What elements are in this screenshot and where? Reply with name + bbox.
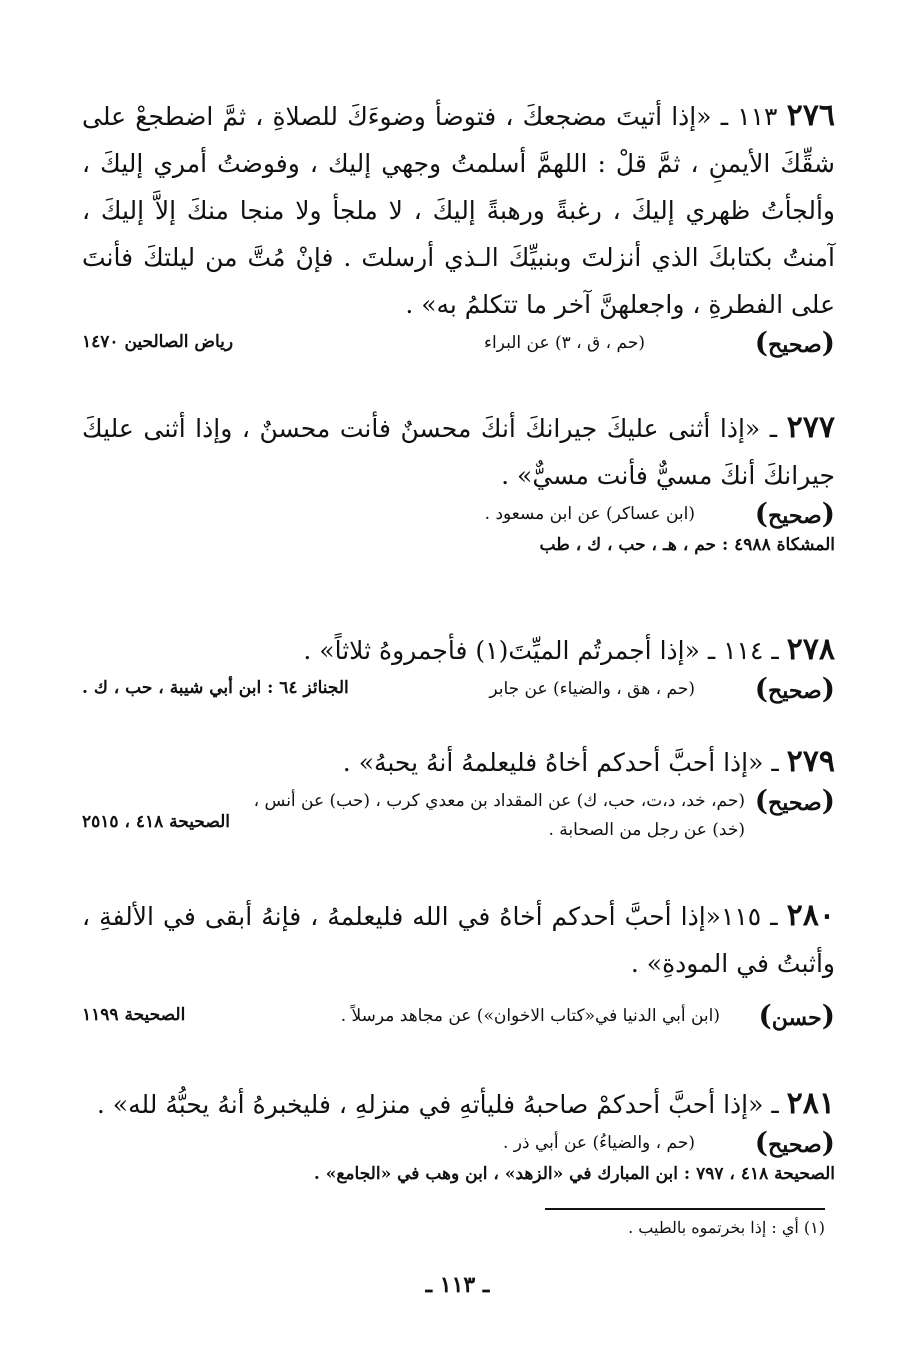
hadith-entry-277 [82, 404, 835, 555]
hadith-number: ٢٧٨ [786, 632, 835, 667]
source-line [82, 499, 835, 533]
hadith-number: ٢٨١ [786, 1086, 835, 1121]
hadith-entry-280 [82, 892, 835, 1035]
grade-badge: (صحيح) [754, 326, 835, 359]
footnote-divider [545, 1208, 825, 1210]
source-text-2: (خد) عن رجل من الصحابة . [548, 820, 745, 840]
hadith-text [82, 1080, 835, 1128]
page-number: ـ ١١٣ ـ [425, 1272, 490, 1298]
hadith-text [82, 892, 835, 987]
grade-badge: (حسن) [758, 999, 835, 1032]
hadith-text [82, 404, 835, 499]
hadith-number: ٢٨٠ [786, 898, 835, 933]
hadith-number: ٢٧٦ [786, 98, 836, 133]
grade-badge: (صحيح) [754, 497, 835, 530]
hadith-body: ـ «إذا أحبَّ أحدكم أخاهُ فليعلمهُ أنهُ يحبهُ» . [342, 748, 779, 777]
hadith-body: ـ «إذا أحبَّ أحدكمْ صاحبهُ فليأتهِ في منزلهِ ، فليخبرهُ أنهُ يحبُّهُ لله» . [96, 1090, 779, 1119]
hadith-text [82, 626, 835, 674]
hadith-body: ـ ١١٥«إذا أحبَّ أحدكم أخاهُ في الله فليعلمهُ ، فإنهُ أبقى في الألفةِ ، وأثبتُ في المودةِ» . [82, 902, 835, 978]
hadith-entry-276 [82, 92, 835, 362]
source-text: (حم ، ق ، ٣) عن البراء [483, 333, 645, 353]
reference-text: المشكاة ٤٩٨٨ : حم ، هـ ، حب ، ك ، طب [539, 535, 835, 555]
source-line [82, 1001, 835, 1035]
hadith-text [82, 738, 835, 786]
source-line-2 [82, 812, 835, 848]
source-line [82, 328, 835, 362]
hadith-body: ـ ١١٤ ـ «إذا أجمرتُم الميِّتَ(١) فأجمروهُ ثلاثاً» . [303, 636, 779, 665]
reference-text: الصحيحة ١١٩٩ [82, 1005, 186, 1025]
grade-badge: (صحيح) [754, 784, 835, 817]
source-text: (ابن أبي الدنيا في«كتاب الاخوان») عن مجاهد مرسلاً . [340, 1006, 720, 1026]
hadith-entry-278 [82, 626, 835, 708]
hadith-entry-281 [82, 1080, 835, 1184]
reference-text: الصحيحة ٤١٨ ، ٢٥١٥ [82, 812, 231, 832]
source-text: (حم ، هق ، والضياء) عن جابر [489, 679, 695, 699]
hadith-body: ١١٣ ـ «إذا أتيتَ مضجعكَ ، فتوضأ وضوءَكَ للصلاةِ ، ثمَّ اضطجعْ على شقِّكَ الأيمنِ ، ثمَّ قلْ : اللهمَّ أسلمتُ وجهي إليك ، وفوضتُ أمري إليكَ ، وألجأتُ ظهري إليكَ ، رغبةً ورهبةً إليكَ ، لا ملجأ ولا منجا منكَ إلاَّ إليكَ ، آمنتُ بكتابكَ الذي أنزلتَ وبنبيِّكَ الـذي أرسلتَ . فإنْ مُتَّ من ليلتكَ فأنتَ على الفطرةِ ، واجعلهنَّ آخر ما تتكلمُ به» . [82, 102, 835, 319]
source-line [82, 1128, 835, 1162]
reference-text: الصحيحة ٤١٨ ، ٧٩٧ : ابن المبارك في «الزهد» ، ابن وهب في «الجامع» . [313, 1164, 835, 1184]
grade-badge: (صحيح) [754, 1126, 835, 1159]
hadith-number: ٢٧٩ [786, 744, 835, 779]
reference-text: الجنائز ٦٤ : ابن أبي شيبة ، حب ، ك . [82, 678, 349, 698]
source-text: (حم، خد، د،ت، حب، ك) عن المقداد بن معدي كرب ، (حب) عن أنس ، [253, 791, 745, 811]
hadith-entry-279 [82, 738, 835, 848]
source-line [82, 674, 835, 708]
footnote: (١) أي : إذا بخرتموه بالطيب . [628, 1218, 825, 1237]
hadith-body: ـ «إذا أثنى عليكَ جيرانكَ أنكَ محسنٌ فأنت محسنٌ ، وإذا أثنى عليكَ جيرانكَ أنكَ مسيٌّ فأنت مسيٌّ» . [82, 414, 835, 490]
reference-text: رياض الصالحين ١٤٧٠ [82, 332, 234, 352]
grade-badge: (صحيح) [754, 672, 835, 705]
hadith-number: ٢٧٧ [786, 410, 835, 445]
hadith-text [82, 92, 835, 328]
source-text: (حم ، والضياءُ) عن أبي ذر . [502, 1133, 695, 1153]
source-text: (ابن عساكر) عن ابن مسعود . [484, 504, 695, 524]
